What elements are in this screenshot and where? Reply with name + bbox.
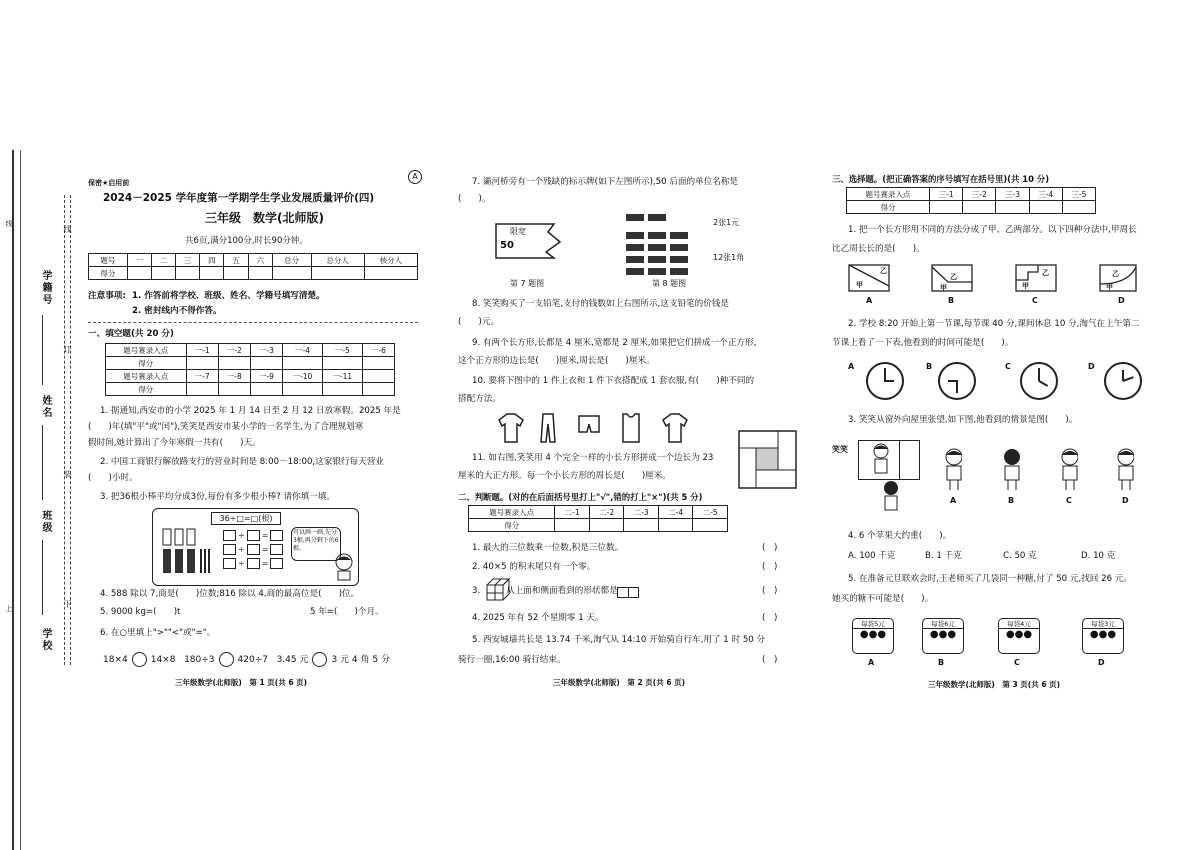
clock-hand bbox=[1123, 376, 1134, 382]
t3-score-label: 得分 bbox=[847, 201, 930, 214]
child-option-icon bbox=[942, 448, 962, 492]
opt-c-jia: 甲 bbox=[1022, 282, 1029, 290]
t1-col: 一-11 bbox=[322, 370, 362, 383]
choice-3-a[interactable]: A bbox=[950, 496, 957, 505]
clock-hand bbox=[884, 380, 894, 382]
outer-shang-mark: 上 bbox=[5, 605, 13, 614]
clock-hand bbox=[1039, 380, 1049, 387]
t1-cell[interactable] bbox=[322, 357, 362, 370]
choice-4-b[interactable]: B. 1 千克 bbox=[925, 551, 962, 561]
window-frame bbox=[899, 441, 900, 479]
t1-col: 一-6 bbox=[362, 344, 394, 357]
t2-cell[interactable] bbox=[589, 519, 624, 532]
section-3-title: 三、选择题。(把正确答案的序号填写在括号里)(共 10 分) bbox=[832, 174, 1050, 184]
candy-icon: ●●● bbox=[859, 629, 887, 640]
t1-col: 一-1 bbox=[186, 344, 218, 357]
t3-col: 三-5 bbox=[1062, 188, 1095, 201]
t1-col: 一-10 bbox=[283, 370, 323, 383]
price-label-2: 12张1角 bbox=[713, 253, 745, 262]
candy-bag-d bbox=[1082, 618, 1124, 654]
score-input[interactable] bbox=[224, 267, 248, 280]
school-label: 学校 bbox=[40, 628, 51, 652]
secret-label: 保密★启用前 bbox=[88, 179, 130, 187]
t3-col: 三-4 bbox=[1029, 188, 1062, 201]
t2-col: 二-4 bbox=[658, 506, 693, 519]
t2-head: 题号赛录入点 bbox=[469, 506, 555, 519]
q4-text: 4. 588 除以 7,商是( )位数;816 除以 4,商的最高位是( )位。 bbox=[100, 589, 360, 599]
t2-col: 二-3 bbox=[624, 506, 659, 519]
candy-bag-a bbox=[852, 618, 894, 654]
score-table-header bbox=[89, 254, 418, 267]
q3-figure bbox=[152, 508, 359, 586]
t1-col: 一-7 bbox=[186, 370, 218, 383]
price-label-1: 2张1元 bbox=[713, 218, 740, 227]
opt-c-yi: 乙 bbox=[1042, 269, 1049, 277]
child-option-icon bbox=[1058, 448, 1078, 492]
t1-col bbox=[362, 370, 394, 383]
clock-hand bbox=[948, 380, 958, 382]
choice-2-line1: 2. 学校 8:20 开始上第一节课,每节课 40 分,课间休息 10 分,淘气在上午第二 bbox=[848, 319, 1140, 329]
t1-cell[interactable] bbox=[322, 383, 362, 396]
choice-2-line2: 节课上看了一下表,他看到的时间可能是( )。 bbox=[832, 338, 1014, 348]
choice-5-a[interactable]: A bbox=[868, 658, 875, 667]
compare-circle[interactable] bbox=[312, 652, 327, 667]
sign-number: 50 bbox=[500, 240, 514, 251]
t2-cell[interactable] bbox=[624, 519, 659, 532]
t1-cell[interactable] bbox=[362, 357, 394, 370]
t1-cell[interactable] bbox=[186, 383, 218, 396]
choice-1-c[interactable]: C bbox=[1032, 296, 1038, 305]
judge-4-paren[interactable]: ( ) bbox=[762, 613, 778, 623]
score-input[interactable] bbox=[364, 267, 417, 280]
q6-item: 3 元 4 角 5 分 bbox=[331, 655, 390, 665]
choice-3-b[interactable]: B bbox=[1008, 496, 1015, 505]
t3-cell[interactable] bbox=[930, 201, 963, 214]
judge-1-paren[interactable]: ( ) bbox=[762, 543, 778, 553]
q5-part-b: 5 年=( )个月。 bbox=[310, 607, 384, 617]
two-squares-icon bbox=[617, 587, 639, 598]
choice-1-d[interactable]: D bbox=[1118, 296, 1125, 305]
name-label: 姓名 bbox=[40, 395, 51, 419]
window-figure bbox=[858, 440, 920, 480]
choice-4-c[interactable]: C. 50 克 bbox=[1003, 551, 1037, 561]
seal-line bbox=[64, 195, 66, 665]
clothes-icon bbox=[495, 412, 695, 444]
score-input[interactable] bbox=[200, 267, 224, 280]
t3-col: 三-3 bbox=[996, 188, 1029, 201]
judge-3: 3. 从上面和侧面看到的形状都是 bbox=[472, 586, 618, 596]
binding-line-2 bbox=[20, 150, 21, 850]
q1-line3: 假时间,她计算出了今年寒假一共有( )天。 bbox=[88, 438, 261, 448]
judge-5-line1: 5. 西安城墙共长是 13.74 千米,淘气从 14:10 开始骑自行车,用了 1 时 50 分 bbox=[472, 635, 766, 645]
t3-cell[interactable] bbox=[996, 201, 1029, 214]
t3-cell[interactable] bbox=[1062, 201, 1095, 214]
score-table-row bbox=[89, 267, 418, 280]
q7-line1: 7. 灞河桥旁有一个残缺的标示牌(如下左图所示),50 后面的单位名称是 bbox=[472, 177, 739, 187]
candy-icon: ●●● bbox=[1005, 629, 1033, 640]
score-cell: 总分 bbox=[272, 254, 311, 267]
t1-score-label: 得分 bbox=[106, 357, 187, 370]
opt-a-jia: 甲 bbox=[856, 281, 863, 289]
sticks-icon bbox=[161, 527, 213, 577]
square-puzzle-figure bbox=[738, 430, 798, 490]
bag-label: 每袋5元 bbox=[853, 619, 893, 629]
opt-b-jia: 甲 bbox=[940, 284, 947, 292]
bag-label: 每袋6元 bbox=[923, 619, 963, 629]
score-input[interactable] bbox=[176, 267, 200, 280]
candy-icon: ●●● bbox=[1089, 629, 1117, 640]
t1-cell[interactable] bbox=[362, 383, 394, 396]
score-input[interactable] bbox=[311, 267, 364, 280]
t1-col: 一-5 bbox=[322, 344, 362, 357]
choice-1-line2: 比乙周长长的是( )。 bbox=[832, 244, 925, 254]
child-option-icon bbox=[1000, 448, 1020, 492]
zhuang-mark: 装 bbox=[63, 470, 72, 480]
clock-icon bbox=[866, 362, 904, 400]
q6-item: 420÷7 bbox=[237, 655, 268, 665]
t1-col: 一-3 bbox=[250, 344, 282, 357]
t3-cell[interactable] bbox=[1029, 201, 1062, 214]
q1-line1: 1. 据通知,西安市的小学 2025 年 1 月 14 日至 2 月 12 日放寒假。2025 年是 bbox=[100, 406, 401, 416]
choice-3-text: 3. 笑笑从窗外向屋里张望,如下图,他看到的情景是图( )。 bbox=[848, 415, 1078, 425]
choice-1-b[interactable]: B bbox=[948, 296, 955, 305]
score-row-label: 得分 bbox=[89, 267, 128, 280]
choice-3-c[interactable]: C bbox=[1066, 496, 1072, 505]
t1-head: 题号赛录入点 bbox=[106, 370, 187, 383]
q6-item: 180÷3 bbox=[184, 655, 215, 665]
score-cell: 三 bbox=[176, 254, 200, 267]
section-2-table bbox=[468, 505, 728, 532]
note-2: 2. 密封线内不得作答。 bbox=[132, 306, 222, 316]
child-option-icon bbox=[1114, 448, 1134, 492]
score-cell: 六 bbox=[248, 254, 272, 267]
q3-text: 3. 把36根小棒平均分成3份,每份有多少根小棒? 请你填一填。 bbox=[100, 492, 336, 502]
t1-cell[interactable] bbox=[283, 383, 323, 396]
t1-col: 一-4 bbox=[283, 344, 323, 357]
score-input[interactable] bbox=[272, 267, 311, 280]
section-3-table bbox=[846, 187, 1096, 214]
t1-cell[interactable] bbox=[186, 357, 218, 370]
t3-col: 三-1 bbox=[930, 188, 963, 201]
binding-line bbox=[12, 150, 14, 850]
q10-line2: 搭配方法。 bbox=[458, 394, 501, 404]
choice-2-b[interactable]: B bbox=[926, 362, 933, 371]
candy-icon: ●●● bbox=[929, 629, 957, 640]
notes-divider bbox=[88, 322, 418, 323]
compare-circle[interactable] bbox=[219, 652, 234, 667]
t2-col: 二-5 bbox=[693, 506, 728, 519]
candy-bag-b bbox=[922, 618, 964, 654]
fig8-caption: 第 8 题图 bbox=[652, 279, 687, 288]
score-input[interactable] bbox=[127, 267, 151, 280]
q11-line1: 11. 如右图,笑笑用 4 个完全一样的小长方形拼成一个边长为 23 bbox=[472, 453, 714, 463]
seal-line-2 bbox=[70, 195, 72, 665]
q1-line2: ( )年(填"平"或"闰"),笑笑是西安市某小学的一名学生,为了合理规划寒 bbox=[88, 422, 364, 432]
q2-line2: ( )小时。 bbox=[88, 473, 138, 483]
q9-line1: 9. 有两个长方形,长都是 4 厘米,宽都是 2 厘米,如果把它们拼成一个正方形, bbox=[472, 338, 757, 348]
score-cell: 核分人 bbox=[364, 254, 417, 267]
score-cell: 二 bbox=[151, 254, 175, 267]
judge-3-paren[interactable]: ( ) bbox=[762, 586, 778, 596]
compare-circle[interactable] bbox=[132, 652, 147, 667]
t2-cell[interactable] bbox=[555, 519, 590, 532]
q6-item: 3.45 元 bbox=[276, 655, 309, 665]
choice-5-b[interactable]: B bbox=[938, 658, 945, 667]
t1-cell[interactable] bbox=[250, 383, 282, 396]
q10-line1: 10. 要将下图中的 1 件上衣和 1 件下衣搭配成 1 套衣服,有( )种不同的 bbox=[472, 376, 755, 386]
judge-2: 2. 40×5 的积末尾只有一个零。 bbox=[472, 562, 596, 572]
t1-col: 一-8 bbox=[218, 370, 250, 383]
choice-2-c[interactable]: C bbox=[1005, 362, 1011, 371]
student-id-label: 学籍号 bbox=[40, 270, 51, 306]
section-1-table bbox=[105, 343, 395, 396]
exam-title: 2024－2025 学年度第一学期学生学业发展质量评价(四) bbox=[103, 192, 375, 204]
student-id-line bbox=[42, 315, 43, 385]
t3-head: 题号赛录入点 bbox=[847, 188, 930, 201]
q6-item: 14×8 bbox=[150, 655, 176, 665]
t2-score-label: 得分 bbox=[469, 519, 555, 532]
choice-3-d[interactable]: D bbox=[1122, 496, 1129, 505]
t1-col: 一-2 bbox=[218, 344, 250, 357]
child-icon bbox=[871, 443, 891, 477]
sign-top-text: 限宽 bbox=[510, 227, 526, 236]
score-cell: 题号 bbox=[89, 254, 128, 267]
q6-comparisons bbox=[103, 652, 390, 667]
choice-4-d[interactable]: D. 10 克 bbox=[1081, 551, 1116, 561]
score-cell: 四 bbox=[200, 254, 224, 267]
page-2-footer: 三年级数学(北师版) 第 2 页(共 6 页) bbox=[553, 678, 686, 687]
q6-item: 18×4 bbox=[103, 655, 128, 665]
q7-line2: ( )。 bbox=[458, 194, 491, 204]
t3-col: 三-2 bbox=[963, 188, 996, 201]
opt-d-yi: 乙 bbox=[1112, 270, 1119, 278]
opt-b-yi: 乙 bbox=[950, 273, 957, 281]
choice-1-line1: 1. 把一个长方形用不同的方法分成了甲、乙两部分。以下四种分法中,甲周长 bbox=[848, 225, 1137, 235]
t2-cell[interactable] bbox=[658, 519, 693, 532]
choice-5-d[interactable]: D bbox=[1098, 658, 1105, 667]
ding-mark: 订 bbox=[63, 345, 72, 355]
exam-subject: 三年级 数学(北师版) bbox=[205, 211, 324, 225]
t2-col: 二-2 bbox=[589, 506, 624, 519]
judge-5-line2: 骑行一圈,16:00 骑行结束。 bbox=[458, 655, 566, 665]
choice-2-a[interactable]: A bbox=[848, 362, 855, 371]
choice-4-text: 4. 6 个苹果大约重( )。 bbox=[848, 531, 952, 541]
q6-text: 6. 在○里填上">""<"或"="。 bbox=[100, 628, 216, 638]
q2-line1: 2. 中国工商银行解放路支行的营业时间是 8:00－18:00,这家银行每天营业 bbox=[100, 457, 384, 467]
q5-part-a: 5. 9000 kg=( )t bbox=[100, 607, 181, 617]
clock-icon bbox=[938, 362, 976, 400]
t1-col: 一-9 bbox=[250, 370, 282, 383]
q8-line2: ( )元。 bbox=[458, 317, 500, 327]
judge-2-paren[interactable]: ( ) bbox=[762, 562, 778, 572]
q3-division-rows: ÷ = ÷ = ÷ = bbox=[221, 529, 285, 571]
q3-speech-bubble: 可以画一画,先分3根,再分剩下的6根。 bbox=[291, 527, 341, 561]
t1-cell[interactable] bbox=[218, 357, 250, 370]
opt-d-jia: 甲 bbox=[1106, 283, 1113, 291]
t2-cell[interactable] bbox=[693, 519, 728, 532]
judge-4: 4. 2025 年有 52 个星期零 1 天。 bbox=[472, 613, 604, 623]
clock-icon bbox=[1104, 362, 1142, 400]
xiaoxiao-label: 笑笑 bbox=[832, 445, 848, 454]
t1-head: 题号赛录入点 bbox=[106, 344, 187, 357]
clock-icon bbox=[1020, 362, 1058, 400]
exam-info: 共6页,满分100分,时长90分钟。 bbox=[185, 236, 308, 246]
t1-cell[interactable] bbox=[218, 383, 250, 396]
fig7-caption: 第 7 题图 bbox=[510, 279, 545, 288]
page-1-footer: 三年级数学(北师版) 第 1 页(共 6 页) bbox=[175, 678, 308, 687]
notes-title: 注意事项: bbox=[88, 291, 126, 301]
version-badge: A bbox=[408, 170, 422, 184]
score-cell: 五 bbox=[224, 254, 248, 267]
choice-5-line2: 她买的糖不可能是( )。 bbox=[832, 594, 934, 604]
choice-4-a[interactable]: A. 100 千克 bbox=[848, 551, 896, 561]
q9-line2: 这个正方形的边长是( )厘米,周长是( )厘米。 bbox=[458, 356, 655, 366]
xia-mark: 下 bbox=[63, 600, 72, 610]
choice-1-a[interactable]: A bbox=[866, 296, 873, 305]
section-1-title: 一、填空题(共 20 分) bbox=[88, 329, 174, 339]
q8-line1: 8. 笑笑购买了一支铅笔,支付的钱数如上右图所示,这支铅笔的价钱是 bbox=[472, 299, 730, 309]
score-input[interactable] bbox=[151, 267, 175, 280]
note-1: 1. 作答前将学校、班级、姓名、学籍号填写清楚。 bbox=[132, 291, 325, 301]
t1-cell[interactable] bbox=[250, 357, 282, 370]
score-cell: 总分人 bbox=[311, 254, 364, 267]
child-back-icon bbox=[881, 480, 901, 514]
banknotes-icon bbox=[624, 210, 702, 278]
t3-cell[interactable] bbox=[963, 201, 996, 214]
bag-label: 每袋3元 bbox=[1083, 619, 1123, 629]
class-line bbox=[42, 540, 43, 615]
choice-5-c[interactable]: C bbox=[1014, 658, 1020, 667]
opt-a-yi: 乙 bbox=[880, 267, 887, 275]
child-icon bbox=[333, 553, 355, 581]
name-line bbox=[42, 425, 43, 500]
q3-formula: 36÷□=□(根) bbox=[211, 512, 281, 525]
choice-2-d[interactable]: D bbox=[1088, 362, 1095, 371]
class-label: 班级 bbox=[40, 510, 51, 534]
section-2-title: 二、判断题。(对的在后面括号里打上"√",错的打上"×")(共 5 分) bbox=[458, 492, 703, 502]
score-input[interactable] bbox=[248, 267, 272, 280]
candy-bag-c bbox=[998, 618, 1040, 654]
t1-cell[interactable] bbox=[283, 357, 323, 370]
score-cell: 一 bbox=[127, 254, 151, 267]
q11-line2: 厘米的大正方形。每一个小长方形的周长是( )厘米。 bbox=[458, 471, 671, 481]
judge-5-paren[interactable]: ( ) bbox=[762, 655, 778, 665]
choice-5-line1: 5. 在准备元旦联欢会时,王老师买了几袋同一种糖,付了 50 元,找回 26 元。 bbox=[848, 574, 1132, 584]
outer-line-mark: 线 bbox=[5, 220, 13, 229]
t1-score-label: 得分 bbox=[106, 383, 187, 396]
line-mark: 线 bbox=[63, 225, 72, 235]
score-table bbox=[88, 253, 418, 280]
page-3-footer: 三年级数学(北师版) 第 3 页(共 6 页) bbox=[928, 680, 1061, 689]
judge-1: 1. 最大的三位数乘一位数,积是三位数。 bbox=[472, 543, 624, 553]
t2-col: 二-1 bbox=[555, 506, 590, 519]
rectangle-options-figure bbox=[848, 264, 1138, 294]
bag-label: 每袋4元 bbox=[999, 619, 1039, 629]
